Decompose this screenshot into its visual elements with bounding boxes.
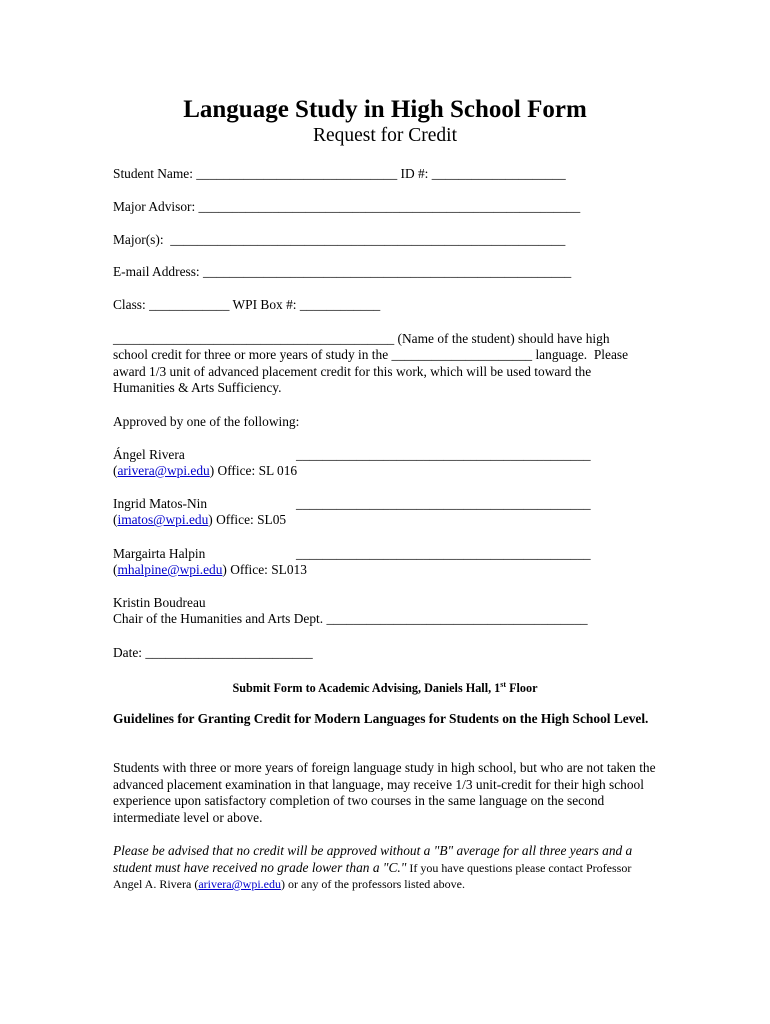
email-link[interactable]: imatos@wpi.edu: [117, 512, 209, 527]
email-link[interactable]: mhalpine@wpi.edu: [117, 562, 223, 577]
approver-signature-line[interactable]: ____________________________________________: [296, 546, 591, 561]
page-subtitle: Request for Credit: [312, 125, 458, 146]
guidelines-body: Students with three or more years of foreign language study in high school, but who are not taken the advanced placement examination in that language, may receive 1/3 unit-credit for their high school experience upon satisfactory completion of two courses in the same language on the second intermediate level or above.: [113, 760, 656, 825]
guidelines-advisory: Please be advised that no credit will be approved without a "B" average for all three years and a student must have received no grade lower than a "C." If you have questions please contact Professor Angel A. Rivera (arivera@wpi.edu) or any of the professors listed above.: [113, 843, 633, 891]
approver-signature-line[interactable]: ____________________________________________: [296, 447, 591, 462]
email-link[interactable]: arivera@wpi.edu: [117, 463, 210, 478]
page-title: Language Study in High School Form: [183, 96, 587, 123]
approver-signature-line[interactable]: ____________________________________________: [296, 496, 591, 511]
statement-line-2[interactable]: school credit for three or more years of study in the _____________________ language. Please: [113, 347, 629, 362]
submit-instruction: Submit Form to Academic Advising, Daniels Hall, 1st Floor: [232, 680, 538, 696]
date-field[interactable]: Date: _________________________: [113, 645, 313, 660]
statement-line-1[interactable]: __________________________________________ (Name of the student) should have high: [113, 331, 610, 346]
guidelines-heading: Guidelines for Granting Credit for Modern Languages for Students on the High School Level.: [113, 711, 649, 726]
approver-name: Margairta Halpin: [113, 546, 206, 561]
statement-line-3: award 1/3 unit of advanced placement credit for this work, which will be used toward the: [113, 364, 592, 379]
approver-contact: (mhalpine@wpi.edu) Office: SL013: [113, 562, 307, 577]
major-advisor-field[interactable]: Major Advisor: _________________________________________________________: [113, 199, 581, 214]
chair-name: Kristin Boudreau: [113, 595, 206, 610]
chair-signature-line[interactable]: Chair of the Humanities and Arts Dept. _______________________________________: [113, 611, 588, 626]
approver-contact: (imatos@wpi.edu) Office: SL05: [113, 512, 287, 527]
approver-name: Ángel Rivera: [113, 447, 185, 462]
approver-name: Ingrid Matos-Nin: [113, 496, 208, 511]
statement-line-4: Humanities & Arts Sufficiency.: [113, 380, 282, 395]
approver-contact: (arivera@wpi.edu) Office: SL 016: [113, 463, 298, 478]
class-wpi-box-field[interactable]: Class: ____________ WPI Box #: ____________: [113, 297, 381, 312]
majors-field[interactable]: Major(s): ___________________________________________________________: [113, 232, 566, 247]
advisory-italic: Please be advised that no credit will be approved without a "B" average for all three years and a student must have received no grade lower than a "C.": [113, 843, 633, 875]
approved-by-label: Approved by one of the following:: [113, 414, 300, 429]
contact-email-link[interactable]: arivera@wpi.edu: [198, 877, 281, 891]
email-address-field[interactable]: E-mail Address: _______________________________________________________: [113, 264, 572, 279]
student-name-id-field[interactable]: Student Name: ______________________________ ID #: ____________________: [113, 166, 566, 181]
